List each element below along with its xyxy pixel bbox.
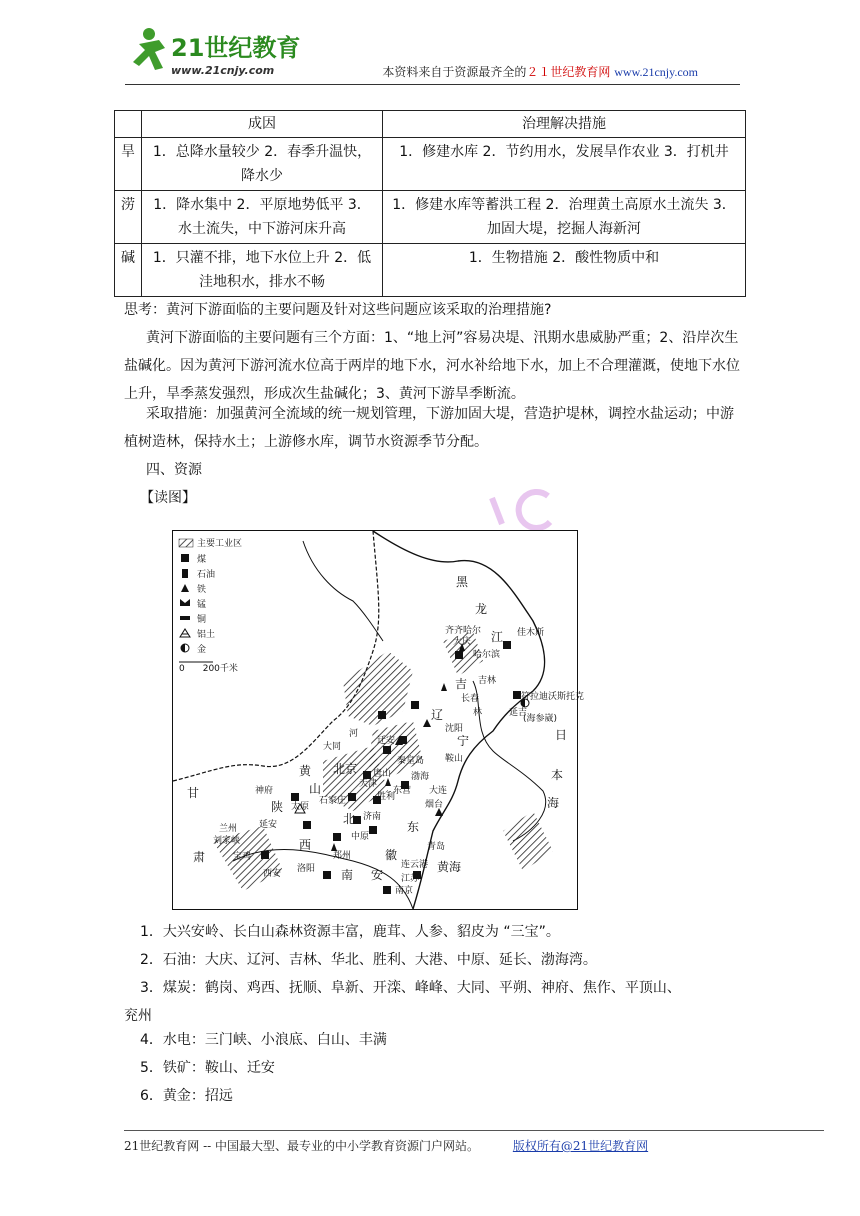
svg-text:胜利: 胜利 — [377, 792, 396, 802]
watermark-logo — [478, 488, 558, 528]
svg-text:黄: 黄 — [299, 764, 312, 778]
table-header-cause: 成因 — [142, 111, 383, 138]
svg-text:大庆: 大庆 — [453, 637, 472, 647]
svg-text:吉林: 吉林 — [478, 676, 497, 686]
cause-cell: 1．降水集中 2．平原地势低平 3．水土流失，中下游河床升高 — [142, 191, 383, 244]
svg-text:迁安: 迁安 — [377, 736, 396, 746]
resource-item-oil: 2．石油：大庆、辽河、吉林、华北、胜利、大港、中原、延长、渤海湾。 — [140, 952, 597, 968]
svg-text:天津: 天津 — [359, 779, 378, 789]
cause-cell: 1．总降水量较少 2．春季升温快，降水少 — [142, 138, 383, 191]
row-label: 碱 — [115, 244, 142, 297]
svg-text:东营: 东营 — [393, 786, 412, 796]
header-note-site: ２１世纪教育网 — [526, 65, 611, 79]
table-header-measure: 治理解决措施 — [383, 111, 746, 138]
legend-industrial: 主要工业区 — [197, 539, 243, 549]
svg-text:肃: 肃 — [193, 850, 206, 864]
svg-text:吉: 吉 — [455, 677, 468, 691]
resource-item-forest: 1．大兴安岭、长白山森林资源丰富，鹿茸、人参、貂皮为 “三宝”。 — [140, 924, 560, 940]
svg-text:太原: 太原 — [291, 802, 310, 812]
svg-text:石家庄: 石家庄 — [319, 796, 347, 806]
table-row — [115, 138, 746, 191]
svg-text:徽: 徽 — [385, 848, 398, 862]
issues-text: 黄河下游面临的主要问题有三个方面：1、“地上河”容易决堤、汛期水患威胁严重；2、沿岸次生盐碱化。因为黄河下游河流水位高于两岸的地下水，河水补给地下水，加上不合理灌溉，使地下水位上升，旱季蒸发强烈，形成次生盐碱化；3、黄河下游旱季断流。 — [124, 330, 740, 402]
table-corner-cell — [115, 111, 142, 138]
measure-cell: 1．修建水库 2．节约用水，发展旱作农业 3．打机井 — [383, 138, 746, 191]
svg-text:宝鸡: 宝鸡 — [233, 852, 252, 862]
svg-text:海: 海 — [547, 796, 560, 810]
svg-text:唐山: 唐山 — [373, 769, 392, 779]
measures-text: 采取措施：加强黄河全流域的统一规划管理，下游加固大堤，营造护堤林，调控水盐运动；中游植树造林，保持水土；上游修水库，调节水资源季节分配。 — [124, 406, 734, 450]
logo-url: www.21cnjy.com — [171, 64, 275, 77]
industrial-zone — [503, 811, 553, 871]
svg-text:林: 林 — [473, 708, 483, 718]
svg-text:江: 江 — [491, 630, 504, 644]
svg-text:东: 东 — [407, 820, 420, 834]
svg-text:郑州: 郑州 — [333, 851, 352, 861]
cause-cell: 1．只灌不排，地下水位上升 2．低洼地积水，排水不畅 — [142, 244, 383, 297]
svg-text:刘家峡: 刘家峡 — [213, 836, 241, 846]
footer-copyright-link[interactable]: 版权所有@21世纪教育网 — [512, 1139, 649, 1153]
measure-cell: 1．生物措施 2．酸性物质中和 — [383, 244, 746, 297]
svg-text:延安: 延安 — [259, 820, 278, 830]
svg-text:哈尔滨: 哈尔滨 — [473, 650, 501, 660]
causes-table — [114, 110, 746, 297]
svg-text:日: 日 — [555, 728, 568, 742]
page-footer — [124, 1130, 824, 1154]
svg-text:陕: 陕 — [271, 800, 284, 814]
legend-bauxite: 铝土 — [197, 630, 216, 640]
svg-text:宁: 宁 — [457, 734, 470, 748]
svg-text:兰州: 兰州 — [219, 824, 238, 834]
resource-map-svg — [173, 531, 585, 909]
svg-text:黄海: 黄海 — [437, 860, 462, 874]
legend-iron: 铁 — [197, 585, 207, 595]
resource-item-coal — [124, 974, 760, 1030]
table-header-row — [115, 111, 746, 138]
legend-coal: 煤 — [197, 555, 207, 565]
svg-text:渤海: 渤海 — [411, 772, 430, 782]
table-row — [115, 244, 746, 297]
svg-text:沈阳: 沈阳 — [445, 724, 464, 734]
resource-item-hydro: 4．水电：三门峡、小浪底、白山、丰满 — [140, 1032, 387, 1048]
svg-text:山: 山 — [309, 782, 322, 796]
legend-scale: 0 200千米 — [179, 664, 238, 674]
svg-text:连云港: 连云港 — [401, 860, 429, 870]
measures-paragraph — [124, 400, 744, 456]
think-question: 思考：黄河下游面临的主要问题及针对这些问题应该采取的治理措施? — [124, 302, 552, 318]
svg-text:(海参崴): (海参崴) — [523, 714, 558, 724]
header-note — [382, 63, 698, 80]
coal-line-2: 兖州 — [124, 1008, 152, 1024]
svg-text:甘: 甘 — [187, 786, 200, 800]
svg-text:佳木斯: 佳木斯 — [517, 628, 545, 638]
inner-border — [173, 531, 379, 781]
svg-text:北京: 北京 — [333, 762, 358, 776]
legend-copper: 铜 — [197, 615, 207, 625]
measure-cell: 1．修建水库等蓄洪工程 2．治理黄土高原水土流失 3．加固大堤，挖掘人海新河 — [383, 191, 746, 244]
river-line — [303, 541, 383, 641]
svg-text:南: 南 — [341, 868, 354, 882]
svg-text:济南: 济南 — [363, 812, 382, 822]
footer-text: 21世纪教育网 -- 中国最大型、最专业的中小学教育资源门户网站。 — [124, 1139, 480, 1153]
svg-text:青岛: 青岛 — [427, 842, 446, 852]
svg-text:秦皇岛: 秦皇岛 — [397, 756, 425, 766]
legend-oil: 石油 — [197, 570, 216, 580]
svg-text:神府: 神府 — [255, 786, 274, 796]
svg-text:洛阳: 洛阳 — [297, 864, 316, 874]
svg-text:龙: 龙 — [475, 602, 488, 616]
site-logo — [125, 22, 335, 82]
legend-manganese: 锰 — [197, 600, 207, 610]
svg-text:本: 本 — [551, 768, 564, 782]
svg-text:中原: 中原 — [351, 832, 370, 842]
row-label: 旱 — [115, 138, 142, 191]
svg-text:黑: 黑 — [456, 575, 469, 589]
svg-text:鞍山: 鞍山 — [445, 754, 464, 764]
svg-text:烟台: 烟台 — [425, 800, 444, 810]
svg-text:大同: 大同 — [323, 742, 342, 752]
table-row — [115, 191, 746, 244]
page-header — [125, 22, 740, 85]
svg-text:大连: 大连 — [429, 786, 448, 796]
svg-text:西安: 西安 — [263, 869, 282, 879]
section-heading: 四、资源 — [146, 462, 202, 478]
svg-text:河: 河 — [349, 729, 359, 739]
map-legend — [179, 537, 242, 674]
header-note-url[interactable]: www.21cnjy.com — [614, 65, 698, 79]
svg-text:安: 安 — [371, 868, 384, 882]
svg-text:南京: 南京 — [395, 886, 414, 896]
row-label: 涝 — [115, 191, 142, 244]
svg-text:北: 北 — [343, 812, 356, 826]
svg-text:符拉迪沃斯托克: 符拉迪沃斯托克 — [521, 692, 585, 702]
svg-text:西: 西 — [299, 838, 312, 852]
svg-text:长春: 长春 — [461, 694, 480, 704]
logo-text: 21世纪教育 — [171, 34, 301, 62]
resource-item-gold: 6．黄金：招远 — [140, 1088, 233, 1104]
header-note-prefix: 本资料来自于资源最齐全的 — [382, 65, 527, 79]
svg-text:江苏: 江苏 — [401, 874, 420, 884]
legend-gold: 金 — [197, 645, 207, 655]
resource-item-iron: 5．铁矿：鞍山、迁安 — [140, 1060, 275, 1076]
svg-text:齐齐哈尔: 齐齐哈尔 — [445, 626, 482, 636]
coal-line-1: 3．煤炭：鹤岗、鸡西、抚顺、阜新、开滦、峰峰、大同、平朔、神府、焦作、平顶山、 — [140, 980, 681, 996]
resource-map — [172, 530, 585, 910]
issues-paragraph — [124, 324, 744, 408]
svg-text:辽: 辽 — [431, 708, 444, 722]
read-map-label: 【读图】 — [140, 490, 196, 506]
svg-text:延吉: 延吉 — [509, 708, 528, 718]
